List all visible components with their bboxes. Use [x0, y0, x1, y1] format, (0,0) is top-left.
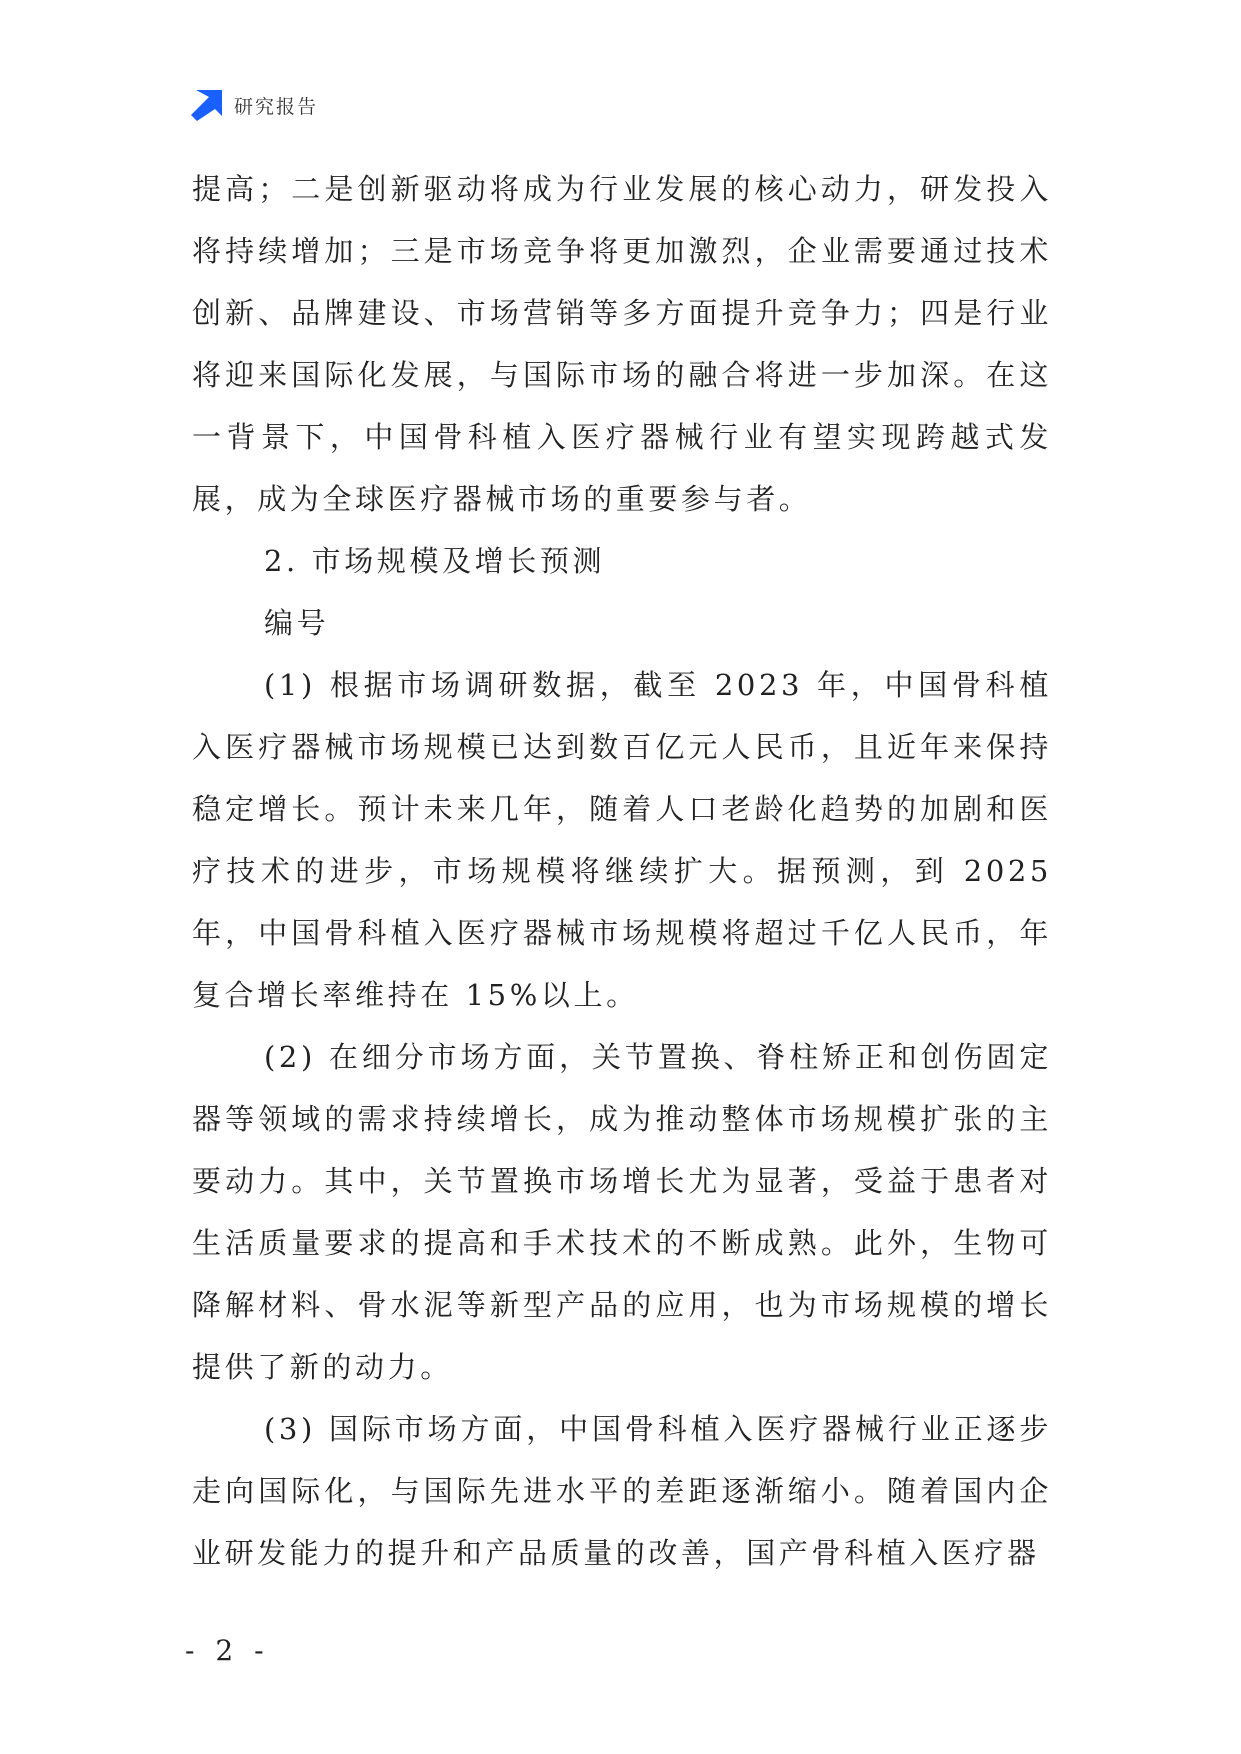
header-title: 研究报告: [234, 95, 319, 118]
page-number: - 2 -: [185, 1634, 270, 1667]
document-body: [192, 158, 1052, 1584]
paragraph-continuation: 提高；二是创新驱动将成为行业发展的核心动力，研发投入将持续增加；三是市场竞争将更加激烈，企业需要通过技术创新、品牌建设、市场营销等多方面提升竞争力；四是行业将迎来国际化发展，与国际市场的融合将进一步加深。在这一背景下，中国骨科植入医疗器械行业有望实现跨越式发展，成为全球医疗器械市场的重要参与者。: [192, 172, 1052, 516]
paragraph-item-1: (1) 根据市场调研数据，截至 2023 年，中国骨科植入医疗器械市场规模已达到数百亿元人民币，且近年来保持稳定增长。预计未来几年，随着人口老龄化趋势的加剧和医疗技术的进步，市场规模将继续扩大。据预测，到 2025 年，中国骨科植入医疗器械市场规模将超过千亿人民币，年复合增长率维持在 15%以上。: [192, 668, 1052, 1012]
numbering-label: 编号: [264, 606, 330, 640]
arrow-up-right-logo-icon: [190, 88, 224, 122]
paragraph-item-2: (2) 在细分市场方面，关节置换、脊柱矫正和创伤固定器等领域的需求持续增长，成为推动整体市场规模扩张的主要动力。其中，关节置换市场增长尤为显著，受益于患者对生活质量要求的提高和手术技术的不断成熟。此外，生物可降解材料、骨水泥等新型产品的应用，也为市场规模的增长提供了新的动力。: [192, 1040, 1052, 1384]
paragraph-item-3: (3) 国际市场方面，中国骨科植入医疗器械行业正逐步走向国际化，与国际先进水平的差距逐渐缩小。随着国内企业研发能力的提升和产品质量的改善，国产骨科植入医疗器: [192, 1412, 1052, 1570]
section-heading: 2. 市场规模及增长预测: [264, 544, 606, 578]
page-header: [190, 88, 318, 122]
